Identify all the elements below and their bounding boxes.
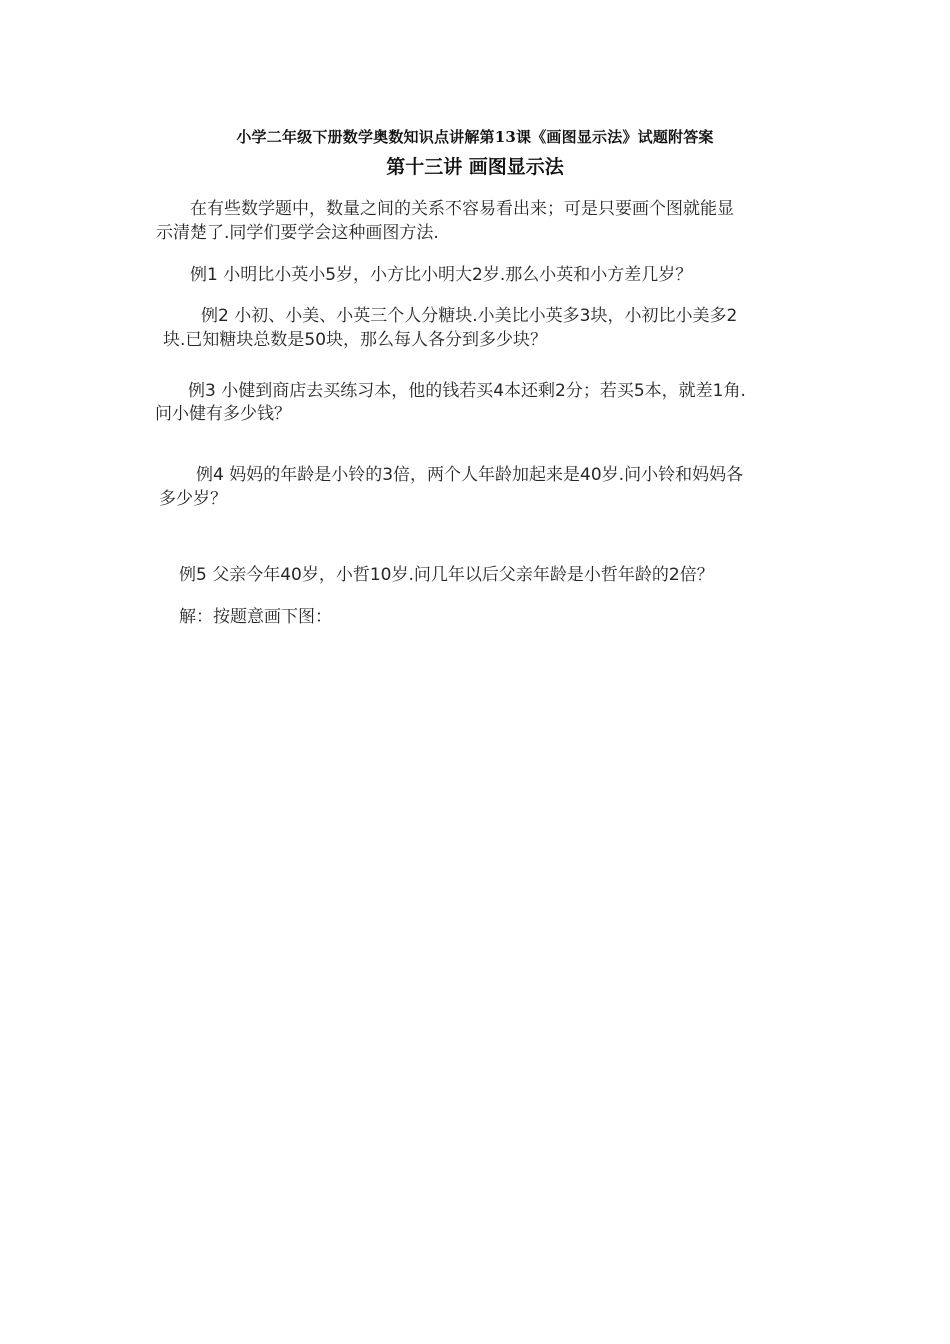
intro-paragraph-line-2: 示清楚了.同学们要学会这种画图方法. (156, 223, 439, 243)
solution-label: 解：按题意画下图： (179, 607, 332, 627)
example-2-text-line-2: 块.已知糖块总数是50块，那么每人各分到多少块？ (163, 330, 548, 350)
example-5-text: 例5 父亲今年40岁，小哲10岁.问几年以后父亲年龄是小哲年龄的2倍？ (179, 565, 714, 585)
example-2-text-line-1: 例2 小初、小美、小英三个人分糖块.小美比小英多3块，小初比小美多2 (201, 306, 738, 326)
example-3-text-line-2: 问小健有多少钱？ (155, 404, 291, 424)
intro-paragraph-line-1: 在有些数学题中，数量之间的关系不容易看出来；可是只要画个图就能显 (190, 199, 734, 219)
example-4-text-line-1: 例4 妈妈的年龄是小铃的3倍，两个人年龄加起来是40岁.问小铃和妈妈各 (196, 465, 744, 485)
example-1-text: 例1 小明比小英小5岁，小方比小明大2岁.那么小英和小方差几岁？ (190, 265, 693, 285)
example-4-text-line-2: 多少岁？ (159, 489, 227, 509)
lecture-title: 第十三讲 画图显示法 (386, 156, 564, 178)
example-3-text-line-1: 例3 小健到商店去买练习本，他的钱若买4本还剩2分；若买5本，就差1角. (188, 381, 746, 401)
document-header-title: 小学二年级下册数学奥数知识点讲解第13课《画图显示法》试题附答案 (236, 128, 714, 146)
